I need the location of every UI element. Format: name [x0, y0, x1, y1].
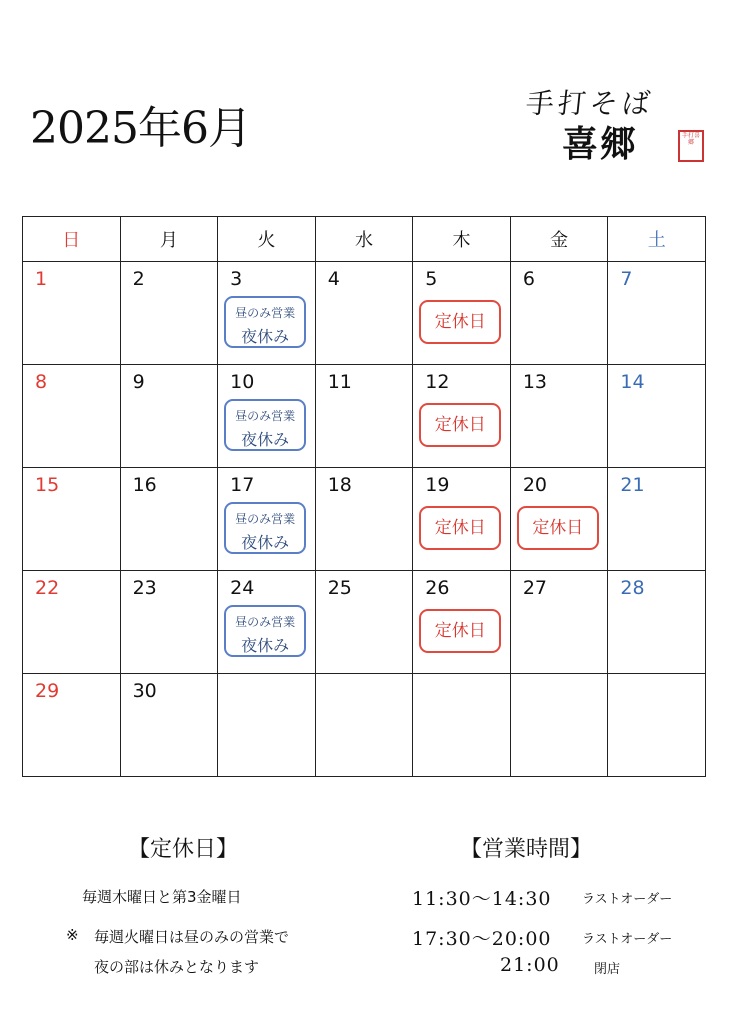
weekday-thu: 木 [413, 217, 511, 262]
night-closed-label: 夜休み [241, 430, 290, 449]
calendar-day-cell [218, 468, 316, 571]
lunch-hours: 11:30〜14:30 [412, 888, 552, 910]
day-number: 24 [230, 577, 255, 599]
calendar-day-cell [120, 365, 218, 468]
day-number: 28 [620, 577, 645, 599]
hours-heading: 【営業時間】 [460, 837, 593, 862]
closing-time: 21:00 [500, 954, 560, 976]
calendar-day-cell [413, 571, 511, 674]
calendar-day-cell [510, 262, 608, 365]
logo-line1: 手打そば [524, 87, 656, 120]
calendar-day-cell [413, 468, 511, 571]
holidays-note-line1: 毎週火曜日は昼のみの営業で [94, 928, 290, 946]
calendar-day-cell [218, 571, 316, 674]
day-number: 25 [327, 577, 352, 599]
lunch-only-badge [224, 296, 306, 348]
calendar-week-row [23, 674, 706, 777]
day-number: 5 [425, 268, 438, 290]
calendar-day-cell [120, 468, 218, 571]
calendar-day-cell [608, 365, 706, 468]
calendar-day-cell [510, 365, 608, 468]
weekday-sat: 土 [608, 217, 706, 262]
day-number: 30 [132, 680, 157, 702]
lunch-last-order: ラストオーダー [582, 892, 673, 907]
calendar-day-cell [510, 571, 608, 674]
weekday-wed: 水 [315, 217, 413, 262]
lunch-only-label: 昼のみ営業 [235, 306, 296, 320]
calendar-day-cell [315, 262, 413, 365]
calendar-day-cell [120, 262, 218, 365]
day-number: 12 [425, 371, 450, 393]
calendar-week-row [23, 468, 706, 571]
day-number: 17 [230, 474, 255, 496]
weekday-mon: 月 [120, 217, 218, 262]
day-number: 20 [522, 474, 547, 496]
closed-day-badge: 定休日 [419, 609, 501, 653]
closed-day-badge: 定休日 [419, 506, 501, 550]
day-number: 15 [35, 474, 60, 496]
day-number: 1 [35, 268, 48, 290]
logo-line2: 喜郷 [562, 123, 639, 165]
calendar-day-cell [608, 262, 706, 365]
calendar-day-cell [608, 468, 706, 571]
calendar-week-row [23, 571, 706, 674]
calendar-day-cell [120, 674, 218, 777]
day-number: 16 [132, 474, 157, 496]
holidays-heading: 【定休日】 [128, 837, 239, 862]
day-number: 6 [522, 268, 535, 290]
calendar-day-cell [218, 262, 316, 365]
note-mark: ※ [66, 926, 79, 944]
page-title: 2025年6月 [30, 103, 251, 154]
calendar-day-cell [608, 571, 706, 674]
dinner-last-order: ラストオーダー [582, 932, 673, 947]
weekday-sun: 日 [23, 217, 121, 262]
day-number: 19 [425, 474, 450, 496]
calendar-day-cell [413, 674, 511, 777]
calendar-day-cell [218, 674, 316, 777]
calendar-day-cell [218, 365, 316, 468]
calendar-day-cell [510, 468, 608, 571]
calendar-week-row [23, 365, 706, 468]
seal-stamp: 手打喜郷 [678, 130, 704, 162]
day-number: 7 [620, 268, 633, 290]
night-closed-label: 夜休み [241, 636, 290, 655]
closing-label: 閉店 [594, 962, 621, 977]
closed-day-badge: 定休日 [419, 300, 501, 344]
lunch-only-badge [224, 399, 306, 451]
calendar-day-cell [608, 674, 706, 777]
calendar-day-cell [23, 365, 121, 468]
calendar-day-cell [315, 365, 413, 468]
day-number: 21 [620, 474, 645, 496]
calendar-day-cell [120, 571, 218, 674]
calendar-day-cell [23, 262, 121, 365]
closed-day-badge: 定休日 [517, 506, 599, 550]
calendar-week-row [23, 262, 706, 365]
calendar-day-cell [510, 674, 608, 777]
closed-day-badge: 定休日 [419, 403, 501, 447]
day-number: 3 [230, 268, 243, 290]
lunch-only-label: 昼のみ営業 [235, 512, 296, 526]
calendar-day-cell [23, 674, 121, 777]
day-number: 8 [35, 371, 48, 393]
holidays-line1: 毎週木曜日と第3金曜日 [82, 888, 242, 906]
lunch-only-label: 昼のみ営業 [235, 615, 296, 629]
weekday-fri: 金 [510, 217, 608, 262]
day-number: 4 [327, 268, 340, 290]
day-number: 11 [327, 371, 352, 393]
calendar-day-cell [413, 262, 511, 365]
calendar-day-cell [413, 365, 511, 468]
day-number: 13 [522, 371, 547, 393]
lunch-only-label: 昼のみ営業 [235, 409, 296, 423]
calendar-day-cell [315, 571, 413, 674]
calendar-day-cell [23, 468, 121, 571]
restaurant-logo [518, 82, 708, 172]
day-number: 2 [132, 268, 145, 290]
night-closed-label: 夜休み [241, 533, 290, 552]
calendar-day-cell [315, 674, 413, 777]
lunch-only-badge [224, 502, 306, 554]
day-number: 29 [35, 680, 60, 702]
day-number: 26 [425, 577, 450, 599]
day-number: 23 [132, 577, 157, 599]
day-number: 27 [522, 577, 547, 599]
calendar-day-cell [315, 468, 413, 571]
day-number: 22 [35, 577, 60, 599]
weekday-header-row [23, 217, 706, 262]
day-number: 9 [132, 371, 145, 393]
night-closed-label: 夜休み [241, 327, 290, 346]
day-number: 18 [327, 474, 352, 496]
holidays-note-line2: 夜の部は休みとなります [94, 958, 260, 976]
day-number: 14 [620, 371, 645, 393]
dinner-hours: 17:30〜20:00 [412, 928, 552, 950]
day-number: 10 [230, 371, 255, 393]
lunch-only-badge [224, 605, 306, 657]
calendar-day-cell [23, 571, 121, 674]
weekday-tue: 火 [218, 217, 316, 262]
calendar-table [22, 216, 706, 777]
